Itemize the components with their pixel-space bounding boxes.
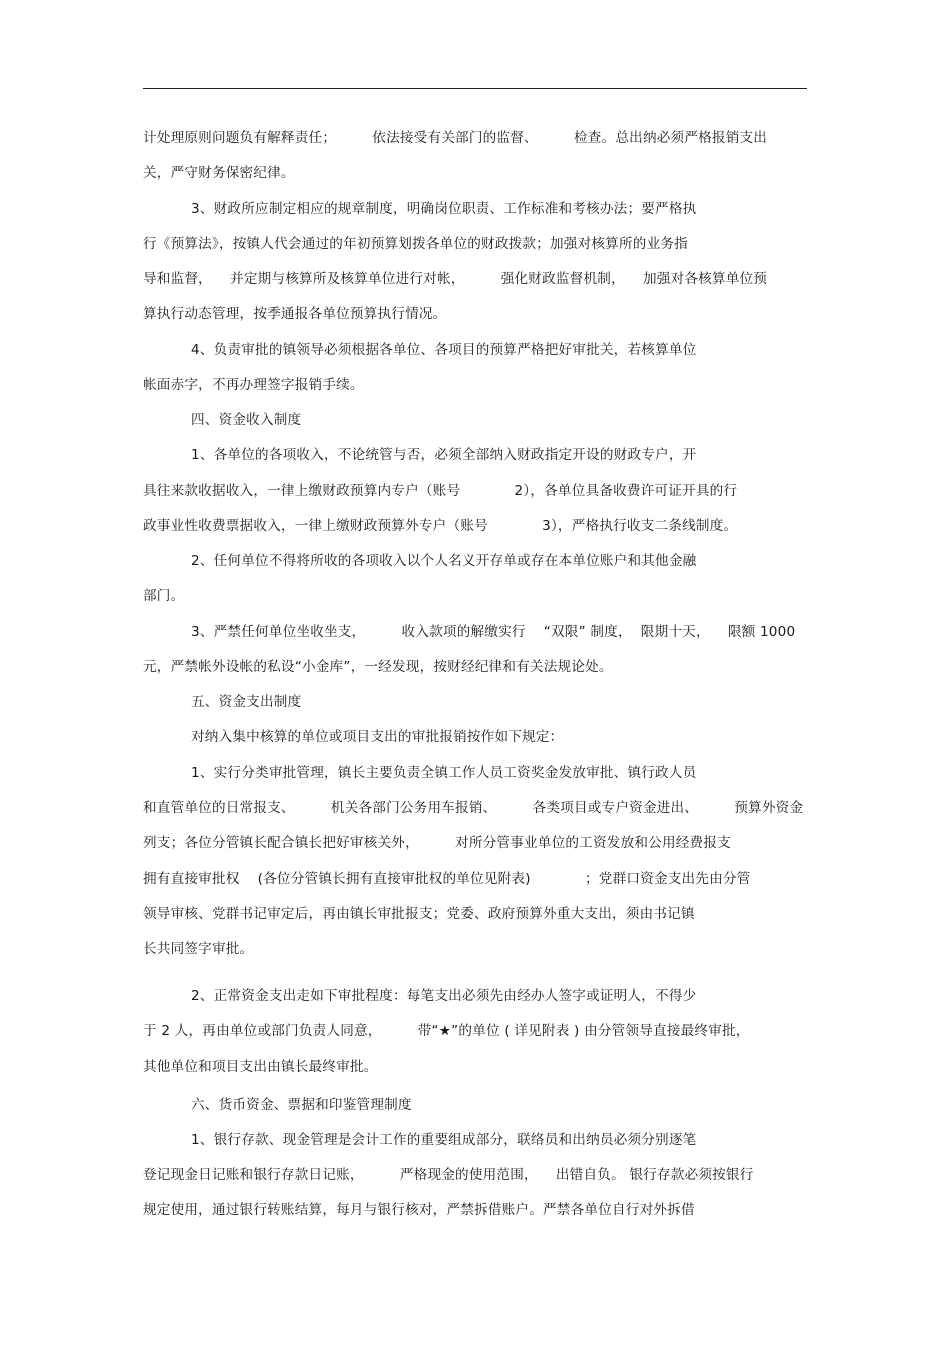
text-line: 导和监督， 并定期与核算所及核算单位进行对帐， 强化财政监督机制， 加强对各核算单位预 (143, 271, 768, 287)
section-heading: 四、资金收入制度 (191, 412, 302, 428)
text-line: 1、银行存款、现金管理是会计工作的重要组成部分，联络员和出纳员必须分别逐笔 (191, 1132, 697, 1148)
text-line: 帐面赤字，不再办理签字报销手续。 (143, 377, 364, 393)
text-line: 4、负责审批的镇领导必须根据各单位、各项目的预算严格把好审批关，若核算单位 (191, 342, 697, 358)
text-line: 算执行动态管理，按季通报各单位预算执行情况。 (143, 306, 447, 322)
text-line: 其他单位和项目支出由镇长最终审批。 (143, 1059, 378, 1075)
text-line: 部门。 (143, 588, 185, 604)
text-line: 拥有直接审批权 (各位分管镇长拥有直接审批权的单位见附表) ；党群口资金支出先由分管 (143, 871, 751, 887)
text-line: 具往来款收据收入，一律上缴财政预算内专户（账号 2），各单位具备收费许可证开具的行 (143, 483, 738, 499)
text-line: 2、任何单位不得将所收的各项收入以个人名义开存单或存在本单位账户和其他金融 (191, 553, 697, 569)
text-line: 规定使用，通过银行转账结算，每月与银行核对，严禁拆借账户。严禁各单位自行对外拆借 (143, 1202, 695, 1218)
section-heading: 六、货币资金、票据和印鉴管理制度 (191, 1097, 412, 1113)
text-line: 1、各单位的各项收入，不论统管与否，必须全部纳入财政指定开设的财政专户，开 (191, 447, 697, 463)
text-line: 3、财政所应制定相应的规章制度，明确岗位职责、工作标准和考核办法；要严格执 (191, 201, 697, 217)
text-line: 对纳入集中核算的单位或项目支出的审批报销按作如下规定： (191, 729, 564, 745)
text-line: 计处理原则问题负有解释责任； 依法接受有关部门的监督、 检查。总出纳必须严格报销支出 (143, 130, 768, 146)
text-line: 长共同签字审批。 (143, 941, 254, 957)
text-line: 领导审核、党群书记审定后，再由镇长审批报支；党委、政府预算外重大支出，须由书记镇 (143, 906, 695, 922)
text-line: 2、正常资金支出走如下审批程度：每笔支出必须先由经办人签字或证明人，不得少 (191, 988, 697, 1004)
text-line: 3、严禁任何单位坐收坐支， 收入款项的解缴实行 “双限” 制度， 限期十天， 限额 1000 (191, 624, 796, 640)
section-heading: 五、资金支出制度 (191, 694, 302, 710)
text-line: 关，严守财务保密纪律。 (143, 165, 295, 181)
text-line: 政事业性收费票据收入，一律上缴财政预算外专户（账号 3），严格执行收支二条线制度。 (143, 518, 738, 534)
text-line: 和直管单位的日常报支、 机关各部门公务用车报销、 各类项目或专户资金进出、 预算外资金 (143, 800, 804, 816)
text-line: 列支；各位分管镇长配合镇长把好审核关外， 对所分管事业单位的工资发放和公用经费报支 (143, 835, 731, 851)
text-line: 1、实行分类审批管理，镇长主要负责全镇工作人员工资奖金发放审批、镇行政人员 (191, 765, 697, 781)
text-line: 登记现金日记账和银行存款日记账， 严格现金的使用范围， 出错自负。 银行存款必须按银行 (143, 1167, 754, 1183)
text-line: 于 2 人，再由单位或部门负责人同意， 带“★”的单位 ( 详见附表 ) 由分管领导直接最终审批， (143, 1023, 750, 1039)
text-line: 元，严禁帐外设帐的私设“小金库”，一经发现，按财经纪律和有关法规论处。 (143, 659, 613, 675)
text-line: 行《预算法》，按镇人代会通过的年初预算划拨各单位的财政拨款；加强对核算所的业务指 (143, 236, 688, 252)
